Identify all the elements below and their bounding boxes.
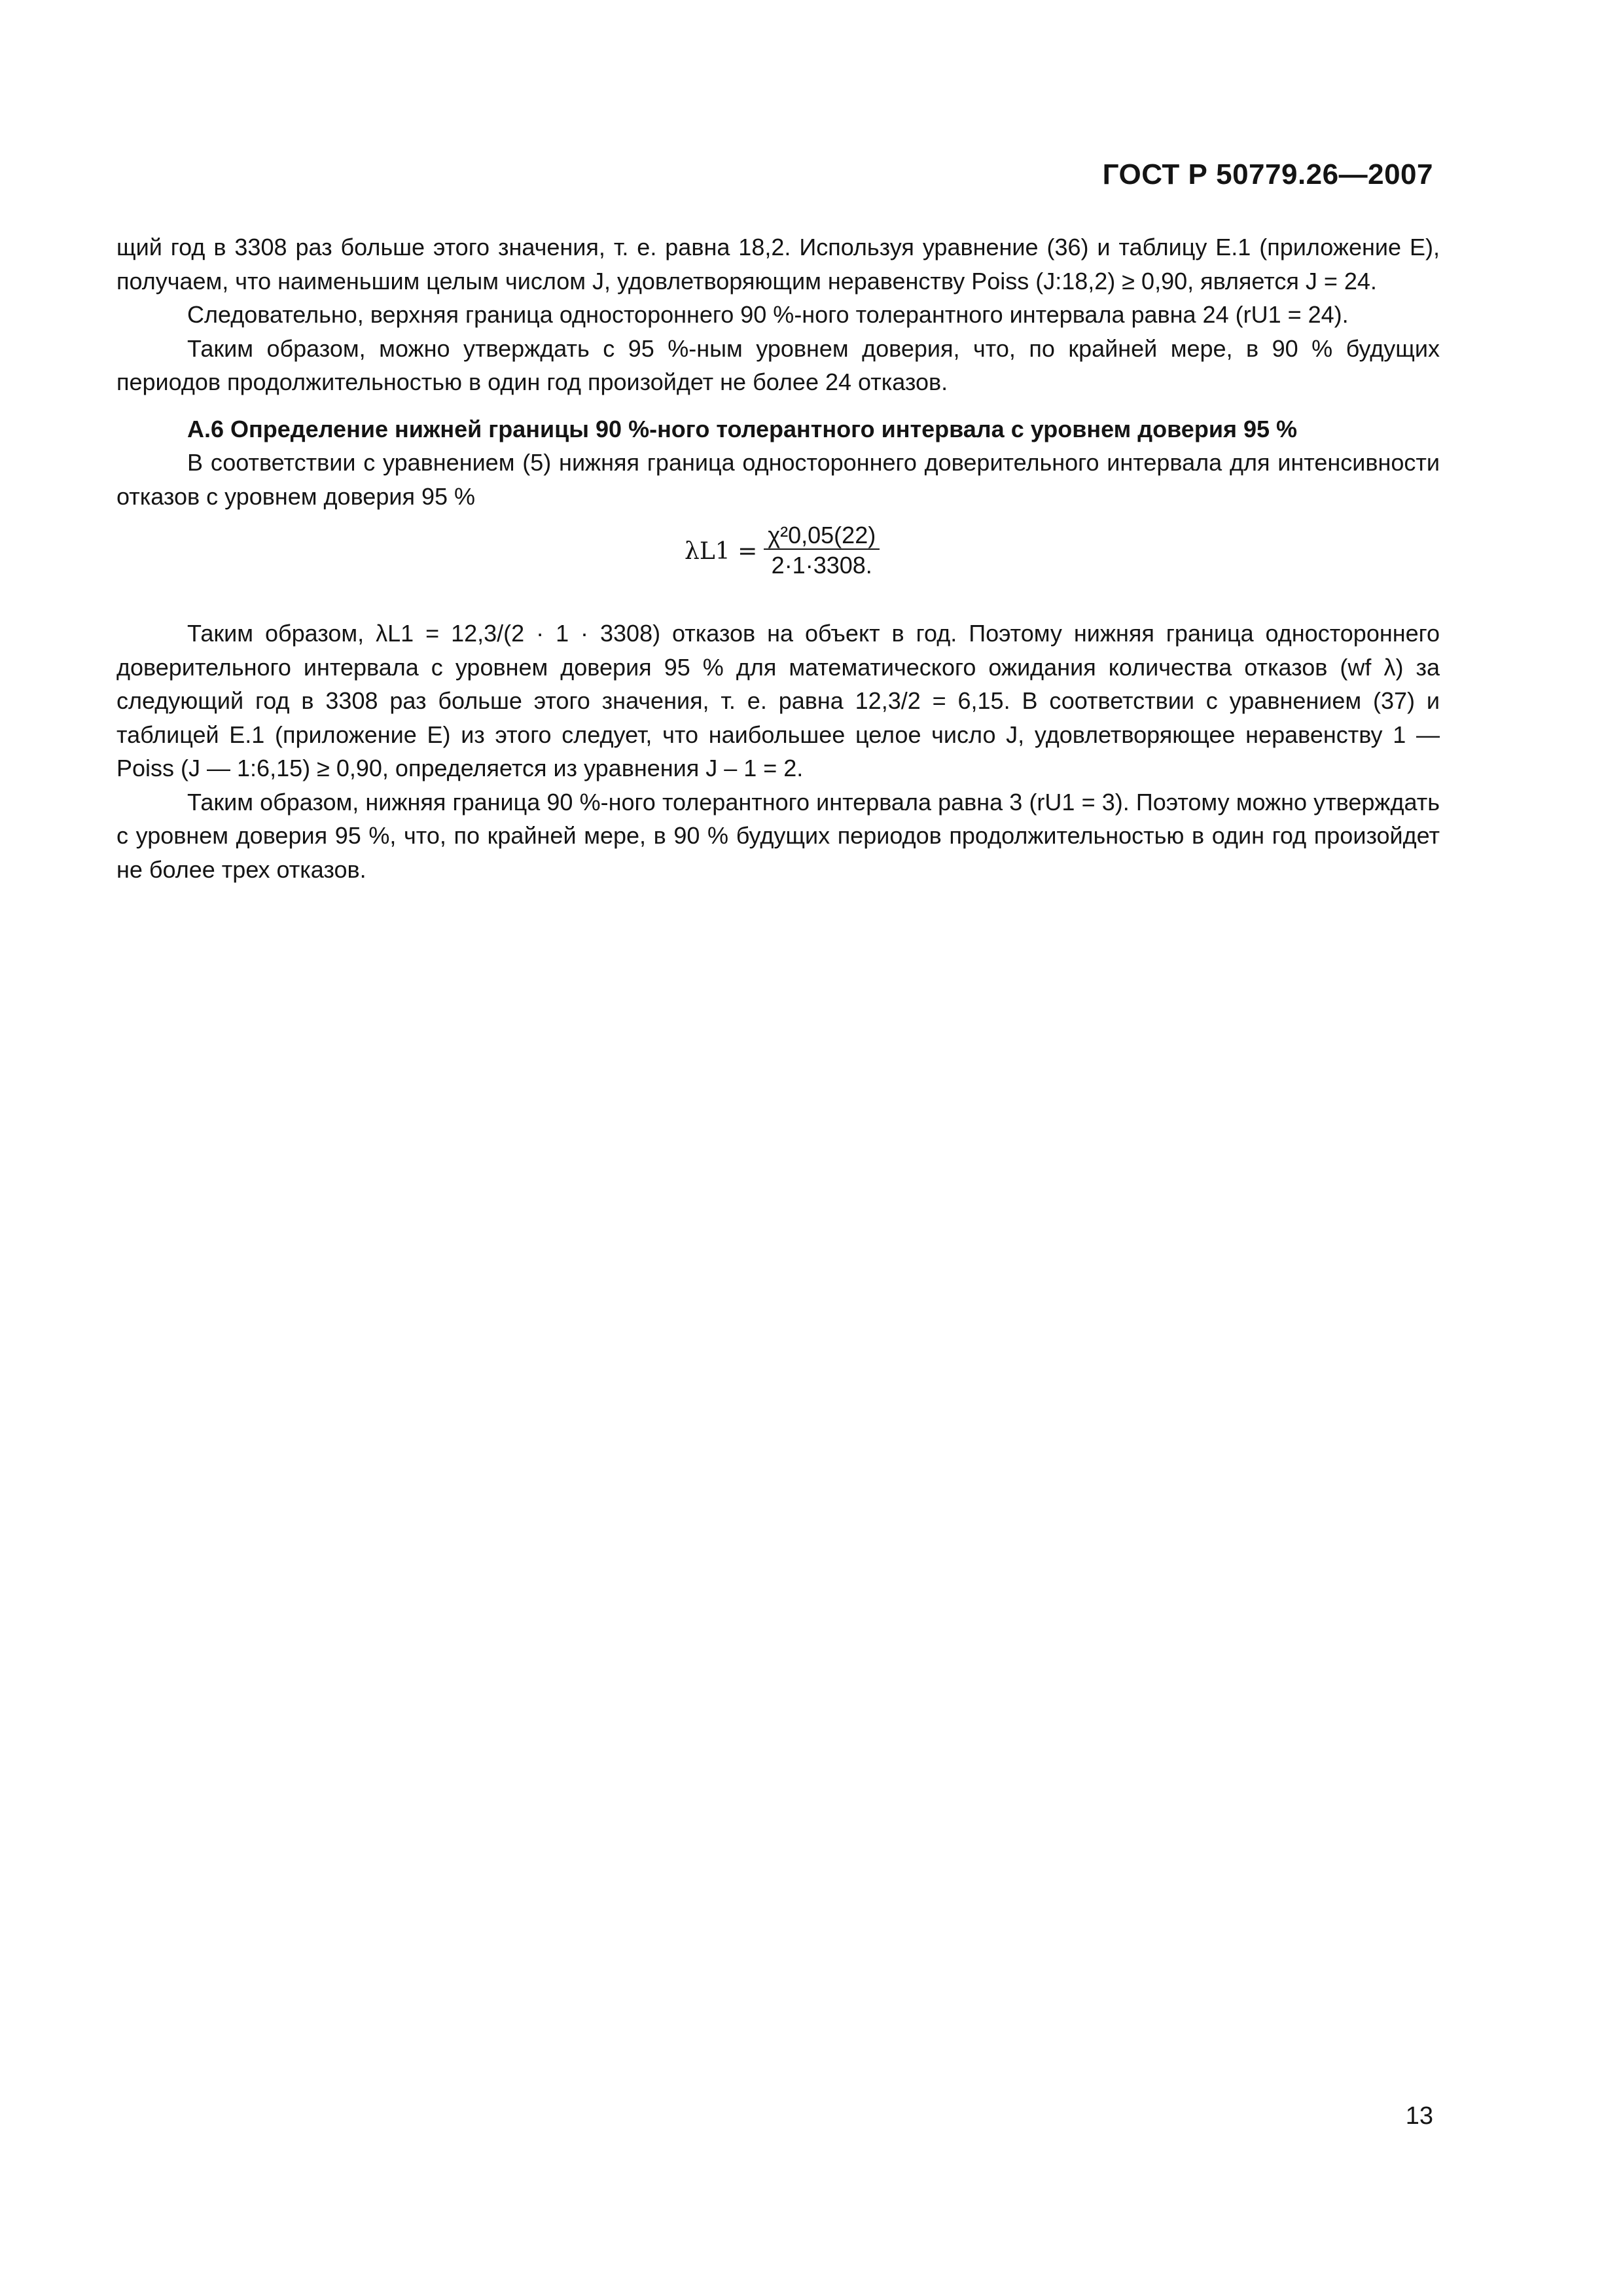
paragraph-6: Таким образом, нижняя граница 90 %-ного толерантного интервала равна 3 (rU1 = 3). Поэтому можно утверждать с уровнем доверия 95 %, что, по крайней мере, в 90 % будущих периодов продолжительностью в один год произойдет не более трех отказов. xyxy=(116,788,1440,883)
paragraph-2: Следовательно, верхняя граница одностороннего 90 %-ного толерантного интервала равна 24 (rU1 = 24). xyxy=(187,301,1349,328)
formula-numerator: χ²0,05(22) xyxy=(768,522,876,548)
paragraph-3: Таким образом, можно утверждать с 95 %-ным уровнем доверия, что, по крайней мере, в 90 % будущих периодов продолжительностью в один год произойдет не более 24 отказов. xyxy=(116,334,1440,395)
formula-fraction xyxy=(764,522,880,581)
formula-block xyxy=(116,513,1440,617)
section-heading: А.6 Определение нижней границы 90 %-ного толерантного интервала с уровнем доверия 95 % xyxy=(187,415,1298,442)
formula-lhs: λL1 = xyxy=(685,538,758,565)
formula-denominator: 2·1·3308. xyxy=(771,552,872,579)
paragraph-4: В соответствии с уравнением (5) нижняя граница одностороннего доверительного интервала для интенсивности отказов с уровнем доверия 95 % xyxy=(116,449,1440,510)
paragraph-5: Таким образом, λL1 = 12,3/(2 · 1 · 3308) отказов на объект в год. Поэтому нижняя граница одностороннего доверительного интервала с уровнем доверия 95 % для математического ожидания количества отказов (wf λ) за следующий год в 3308 раз больше этого значения, т. е. равна 12,3/2 = 6,15. В соответствии с уравнением (37) и таблицей Е.1 (приложение Е) из этого следует, что наибольшее целое число J, удовлетворяющее неравенству 1 — Poiss (J — 1:6,15) ≥ 0,90, определяется из уравнения J – 1 = 2. xyxy=(116,620,1440,781)
page-number: 13 xyxy=(1405,2102,1433,2130)
page-body xyxy=(116,230,1440,886)
formula xyxy=(685,522,880,581)
paragraph-1: щий год в 3308 раз больше этого значения, т. е. равна 18,2. Используя уравнение (36) и таблицу Е.1 (приложение Е), получаем, что наименьшим целым числом J, удовлетворяющим неравенству Poiss (J:18,2) ≥ 0,90, является J = 24. xyxy=(116,234,1440,295)
document-id: ГОСТ Р 50779.26—2007 xyxy=(1102,158,1433,190)
